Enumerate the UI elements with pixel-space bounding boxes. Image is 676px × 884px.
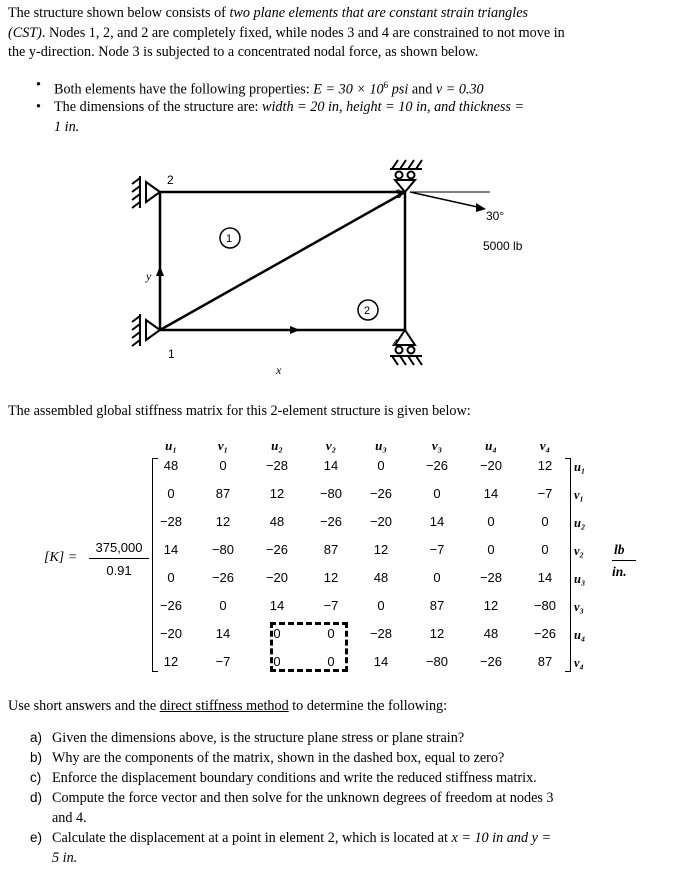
row-label: u₃: [574, 572, 586, 586]
intro-line-3: [8, 43, 648, 63]
matrix-cell: 12: [429, 626, 445, 641]
matrix-cell: −26: [319, 514, 343, 529]
matrix-cell: −26: [533, 626, 557, 641]
matrix-cell: 12: [537, 458, 553, 473]
col-header: u₂: [271, 438, 283, 453]
element-2-label: 2: [364, 305, 371, 317]
matrix-cell: −80: [319, 486, 343, 501]
matrix-cell: −20: [265, 570, 289, 585]
question-label: b): [30, 750, 43, 765]
structure-figure: [110, 150, 570, 390]
col-header: v₂: [325, 438, 337, 453]
matrix-cell: 0: [377, 598, 385, 613]
matrix-cell: −7: [215, 654, 231, 669]
matrix-cell: 0: [219, 598, 227, 613]
intro-line-2: [8, 24, 648, 44]
matrix-cell: 48: [373, 570, 389, 585]
question-label: d): [30, 790, 43, 805]
matrix-cell: 48: [483, 626, 499, 641]
matrix-cell: 48: [269, 514, 285, 529]
y-axis-label: y: [146, 269, 152, 283]
row-label: v₄: [574, 656, 584, 670]
x-axis-arrowhead: [290, 326, 300, 334]
bullet-text: Both elements have the following properties:: [54, 81, 314, 98]
matrix-cell: 0: [487, 542, 495, 557]
matrix-cell: −28: [479, 570, 503, 585]
matrix-cell: 0: [433, 570, 441, 585]
matrix-denominator: 0.91: [106, 563, 132, 578]
direct-stiffness-method: direct stiffness method: [159, 698, 289, 714]
matrix-cell: 87: [215, 486, 231, 501]
modulus-exp: 6: [383, 80, 389, 90]
force-label: 5000 lb: [483, 239, 523, 253]
matrix-cell: 87: [429, 598, 445, 613]
matrix-cell: 14: [537, 570, 553, 585]
matrix-cell: 0: [219, 458, 227, 473]
matrix-cell: 14: [373, 654, 389, 669]
matrix-cell: −80: [533, 598, 557, 613]
matrix-cell: 14: [429, 514, 445, 529]
question-label: a): [30, 730, 43, 745]
matrix-cell: 0: [541, 542, 549, 557]
row-label: u₁: [574, 460, 586, 474]
modulus-unit: psi: [388, 81, 409, 98]
matrix-cell: 12: [373, 542, 389, 557]
angle-label: 30°: [486, 209, 505, 223]
unit-numerator: lb: [614, 542, 625, 557]
bullet-dot: •: [36, 99, 41, 115]
question-text: Compute the force vector and then solve for the unknown degrees of freedom at nodes 3: [52, 790, 554, 806]
matrix-cell: 12: [215, 514, 231, 529]
matrix-intro: The assembled global stiffness matrix for this 2-element structure is given below:: [8, 403, 471, 419]
thickness: 1 in.: [54, 118, 80, 135]
matrix-cell: 12: [163, 654, 179, 669]
question-e-coords-cont: 5 in.: [52, 850, 78, 866]
matrix-cell: −26: [159, 598, 183, 613]
row-label: v₂: [574, 544, 584, 558]
matrix-cell: −7: [537, 486, 553, 501]
col-header: u₁: [165, 438, 177, 453]
unit-denominator: in.: [612, 564, 627, 579]
stiffness-matrix: [0, 430, 676, 680]
matrix-cell: 0: [273, 654, 281, 669]
matrix-cell: −20: [159, 626, 183, 641]
matrix-cell: 12: [323, 570, 339, 585]
intro-paragraph: [8, 4, 648, 63]
row-label: v₃: [574, 600, 584, 614]
node-4-label: 4: [392, 337, 399, 351]
poisson: v = 0.30: [435, 81, 484, 98]
intro-line-1: [8, 4, 648, 24]
bullet-text: and: [408, 81, 436, 98]
matrix-cell: −20: [369, 514, 393, 529]
matrix-cell: −28: [265, 458, 289, 473]
intro-text: The structure shown below consists of: [8, 5, 230, 21]
col-header: v₁: [217, 438, 229, 453]
questions-intro-text: Use short answers and the: [8, 698, 160, 714]
matrix-cell: 87: [323, 542, 339, 557]
node-2-label: 2: [167, 173, 174, 187]
matrix-cell: −7: [429, 542, 445, 557]
bullet-dimensions: [36, 98, 664, 137]
matrix-cell: 0: [167, 486, 175, 501]
matrix-cell: 0: [327, 626, 335, 641]
question-label: e): [30, 830, 43, 845]
matrix-cell: 0: [327, 654, 335, 669]
matrix-cell: 14: [215, 626, 231, 641]
matrix-cell: −26: [211, 570, 235, 585]
question-text: Enforce the displacement boundary conditions and write the reduced stiffness matrix.: [52, 770, 537, 786]
matrix-fraction-bar: [89, 558, 149, 559]
col-header: u₃: [375, 438, 387, 453]
matrix-cell: −80: [425, 654, 449, 669]
matrix-cell: 0: [433, 486, 441, 501]
col-header: v₄: [539, 438, 551, 453]
unit-bar: [612, 560, 636, 561]
intro-emphasis: two plane elements that are constant strain triangles: [229, 5, 529, 21]
matrix-cell: 14: [269, 598, 285, 613]
node-3-label: 3: [395, 187, 402, 201]
matrix-cell: 12: [269, 486, 285, 501]
intro-cst: (CST): [8, 24, 42, 41]
question-text: Given the dimensions above, is the structure plane stress or plane strain?: [52, 730, 465, 746]
question-text: Why are the components of the matrix, shown in the dashed box, equal to zero?: [52, 750, 505, 766]
questions-intro: [8, 697, 648, 717]
element-1-label: 1: [226, 233, 233, 245]
matrix-cell: −26: [369, 486, 393, 501]
matrix-lhs: [K] =: [44, 550, 78, 565]
matrix-cell: 12: [483, 598, 499, 613]
row-label: u₂: [574, 516, 586, 530]
matrix-cell: −80: [211, 542, 235, 557]
matrix-numerator: 375,000: [95, 540, 143, 555]
matrix-cell: 0: [541, 514, 549, 529]
question-text: Calculate the displacement at a point in element 2, which is located at: [52, 830, 452, 846]
intro-text: . Nodes 1, 2, and 2 are completely fixed, while nodes 3 and 4 are constrained to not move in: [41, 24, 565, 41]
matrix-cell: 0: [167, 570, 175, 585]
matrix-cell: −7: [323, 598, 339, 613]
matrix-cell: −28: [159, 514, 183, 529]
intro-text: the y-direction. Node 3 is subjected to a concentrated nodal force, as shown below.: [8, 44, 479, 60]
modulus: E = 30 × 10: [313, 81, 384, 98]
force-arrowhead: [476, 203, 486, 212]
questions-intro-text: to determine the following:: [288, 698, 448, 714]
matrix-cell: 87: [537, 654, 553, 669]
matrix-cell: 48: [163, 458, 179, 473]
matrix-cell: 0: [273, 626, 281, 641]
matrix-cell: 0: [377, 458, 385, 473]
y-axis-arrowhead: [156, 266, 164, 276]
col-header: v₃: [431, 438, 443, 453]
col-header: u₄: [485, 438, 497, 453]
pin-support-node1: [132, 314, 160, 346]
question-e-coords: x = 10 in and y =: [451, 830, 552, 846]
matrix-cell: −26: [265, 542, 289, 557]
matrix-cell: 14: [163, 542, 179, 557]
matrix-cell: 14: [483, 486, 499, 501]
row-label: u₄: [574, 628, 586, 642]
node-1-label: 1: [168, 347, 175, 361]
bullet-properties: [36, 76, 664, 100]
bullet-dot: •: [36, 77, 41, 93]
matrix-cell: −26: [425, 458, 449, 473]
dimensions: width = 20 in, height = 10 in, and thickness =: [262, 99, 525, 115]
pin-support-node2: [132, 176, 160, 208]
matrix-cell: −20: [479, 458, 503, 473]
matrix-cell: −26: [479, 654, 503, 669]
dashed-zero-box: [270, 622, 348, 672]
force-arrow: [410, 192, 482, 208]
bullet-text: The dimensions of the structure are:: [54, 99, 263, 115]
row-label: v₁: [574, 488, 584, 502]
question-text: and 4.: [52, 810, 87, 826]
matrix-cell: 14: [323, 458, 339, 473]
question-label: c): [30, 770, 42, 785]
matrix-cell: 0: [487, 514, 495, 529]
x-axis-label: x: [276, 363, 282, 377]
matrix-cell: −28: [369, 626, 393, 641]
